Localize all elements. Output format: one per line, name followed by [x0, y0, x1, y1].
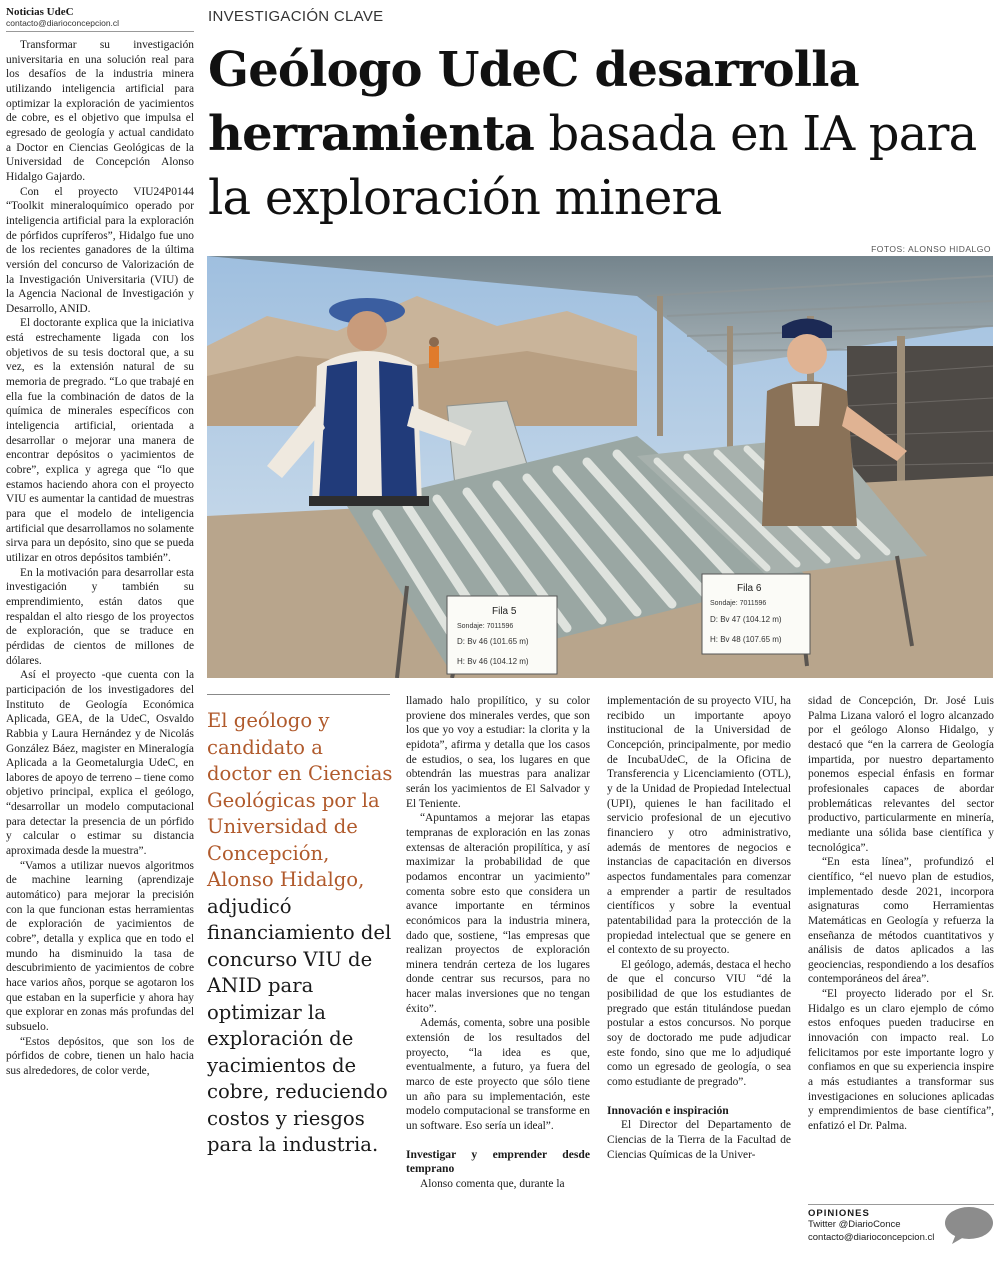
sign-left-line1: Sondaje: 7011596 [457, 623, 514, 630]
paragraph: En la motivación para desarrollar esta investigación y también su emprendimiento, están datos que respaldan el alto riesgo de los proyectos de exploración, que se traduce en pérdidas de cientos de millones de dólares. [6, 566, 194, 667]
paragraph: “En esta línea”, profundizó el científico, “el nuevo plan de estudios, implementado desde 2021, incorpora asignaturas como Herramientas Matemáticas en Geología y refuerza la enseñanza de métodos cuantitativos y análisis de datos aplicados a las geociencias, respondiendo a los desafíos contemporáneos del área”. [808, 856, 994, 986]
pullquote-accent: El geólogo y candidato a doctor en Ciencias Geológicas por la Universidad de Concepción, Alonso Hidalgo, [207, 709, 393, 891]
sign-left-line2: D: Bv 46 (101.65 m) [457, 637, 529, 646]
article-column-2 [406, 694, 590, 1254]
sign-right-line1: Sondaje: 7011596 [710, 600, 767, 607]
headline [208, 38, 998, 230]
sign-fila-5 [447, 596, 557, 674]
pullquote-rule [207, 694, 390, 695]
paragraph: “El proyecto liderado por el Sr. Hidalgo es un claro ejemplo de cómo estos enfoques pueden traducirse en innovación con impacto real. Lo felicitamos por este importante logro y confiamos en que su experiencia inspire a más estudiantes a transformar sus investigaciones en soluciones aplicadas y emprendimientos de base científica”, enfatizó el Dr. Palma. [808, 988, 994, 1133]
paragraph: implementación de su proyecto VIU, ha recibido un importante apoyo institucional de la Universidad de Concepción, principalmente, por medio de IncubaUdeC, de la Oficina de Transferencia y Licenciamiento (OTL), y de la Unidad de Propiedad Intelectual (UPI), quienes le han facilitado el servicio profesional de un ejecutivo financiero y otro administrativo, además de mentores de negocios e instancias de capacitación en diversos aspectos fundamentales para comenzar a emprender a partir de resultados científicos y sobre la eventual patentabilidad para la protección de la propiedad intelectual que se genere en el contexto de su proyecto. [607, 695, 791, 957]
headline-light: basada en IA para la exploración minera [208, 106, 977, 226]
sign-left-title: Fila 5 [492, 606, 517, 617]
paragraph: sidad de Concepción, Dr. José Luis Palma Lizana valoró el logro alcanzado por el geólogo Alonso Hidalgo, y destacó que “en la carrera de Geología impartida, por nuestro departamento ponemos especial énfasis en formar profesionales capaces de abordar problemáticas relevantes del sector productivo, particularmente en minería, mediante una sólida base científica y tecnológica”. [808, 695, 994, 854]
paragraph: Alonso comenta que, durante la [420, 1177, 565, 1190]
paragraph: El doctorante explica que la iniciativa está estrechamente ligada con los objetivos de su tesis doctoral que, a su vez, es la extensión natural de su memoria de pregrado. “Lo que trabajé en ella fue la combinación de datos de la química de minerales específicos con inteligencia artificial, orientada a desarrollar o mejorar una manera de encontrar depósitos o yacimientos de cobre”, explica y agrega que “lo que estamos haciendo ahora con el proyecto VIU es aumentar la cantidad de muestras para que el modelo de inteligencia artificial que desarrollamos no solamente sirva para un depósito, sino que se pueda utilizar en otros depósitos también”. [6, 317, 194, 564]
sign-left-line3: H: Bv 46 (104.12 m) [457, 657, 529, 666]
paragraph: “Apuntamos a mejorar las etapas tempranas de exploración en las zonas extensas de alteración propilítica, y así maximizar la probabilidad de que podamos encontrar un yacimiento” comenta sobre esto que considera un avance importante en términos económicos para la industria minera, dado que, sostiene, “las empresas que realizan proyectos de exploración minera tendrán certeza de los lugares donde centrar sus recursos, para no hacer malas inversiones que no tengan éxito”. [406, 812, 590, 1015]
pullquote [207, 708, 393, 1159]
photo-credit: FOTOS: ALONSO HIDALGO [871, 244, 991, 254]
section-email[interactable]: contacto@diarioconcepcion.cl [6, 18, 120, 28]
article-column-4 [808, 694, 994, 1202]
section-name: Noticias UdeC [6, 6, 74, 18]
subheading-innovacion: Innovación e inspiración [607, 1103, 729, 1117]
core-shed-illustration [207, 256, 993, 678]
paragraph: Así el proyecto -que cuenta con la participación de los investigadores del Instituto de Geología Económica Aplicada, GEA, de la UdeC, Osvaldo Rabbia y Laura Hernández y de Nicolás González Báez, magister en Mineralogía Aplicada a la Geometalurgia UdeC, en labores de apoyo de terreno – tiene como objetivo principal, explica el geólogo, “desarrollar un modelo computacional para detectar la presencia de un pórfido y calcular o estimar su distancia aproximada desde la muestra”. [6, 669, 194, 858]
sign-right-line3: H: Bv 48 (107.65 m) [710, 635, 782, 644]
paragraph: El geólogo, además, destaca el hecho de que el concurso VIU “dé la posibilidad de que los estudiantes de pregrado que están titulándose puedan postular a estos concursos. No porque soy de doctorado me pude adjudicar este fondo, sino que me lo adjudiqué como un egresado de geología, o sea como estudiante de pregrado”. [607, 958, 791, 1089]
speech-bubble-icon [944, 1206, 994, 1244]
paragraph: El Director del Departamento de Ciencias de la Tierra de la Facultad de Ciencias Químicas de la Univer- [607, 1119, 791, 1161]
sign-fila-6 [702, 574, 810, 654]
section-masthead [6, 6, 194, 32]
paragraph: “Vamos a utilizar nuevos algoritmos de machine learning (aprendizaje automático) para mejorar la precisión con la que funcionan estas herramientas de exploración de yacimientos de cobre”, detalla y explica que en todo el mundo ha disminuido la tasa de descubrimiento de yacimientos de cobre hace varios años, porque se agotaron los que estaban en la superficie y ahora hay que explorar en zonas más profundas del subsuelo. [6, 859, 194, 1033]
article-photo [207, 256, 993, 678]
kicker: INVESTIGACIÓN CLAVE [208, 8, 384, 25]
paragraph: Con el proyecto VIU24P0144 “Toolkit mineraloquímico operado por inteligencia artificial para la exploración de pórfidos cupríferos”, Hidalgo fue uno de los recientes ganadores de la última versión del concurso de Valorización de la Investigación Universitaria (VIU) de la Agencia Nacional de Investigación y Desarrollo, ANID. [6, 185, 194, 315]
opiniones-email[interactable]: contacto@diarioconcepcion.cl [808, 1231, 935, 1243]
article-column-3 [607, 694, 791, 1242]
sign-right-line2: D: Bv 47 (104.12 m) [710, 615, 782, 624]
headline-bold: Geólogo UdeC desarrolla herramienta [208, 42, 859, 162]
paragraph: Además, comenta, sobre una posible extensión de los resultados del proyecto, “la idea es que, eventualmente, a futuro, ya fuera del marco de este proyecto que sólo tiene un año para su implementación, este modelo computacional se transforme en un software. Eso sería un ideal”. [406, 1017, 590, 1133]
subheading-investigar: Investigar y emprender desde temprano [406, 1147, 590, 1176]
paragraph: “Estos depósitos, que son los de pórfidos de cobre, tienen un halo hacia sus alrededores, de color verde, [6, 1035, 194, 1077]
article-column-1 [6, 38, 194, 1243]
paragraph: Transformar su investigación universitaria en una solución real para los desafíos de la industria minera utilizando inteligencia artificial para optimizar la exploración de yacimientos de cobre, es el objetivo que impulsa el egresado de geología y actual candidato a Doctor en Ciencias Geológicas de la Universidad de Concepción Alonso Hidalgo Gajardo. [6, 39, 194, 183]
sign-right-title: Fila 6 [737, 583, 762, 594]
opiniones-heading: OPINIONES [808, 1208, 870, 1219]
opiniones-twitter[interactable]: Twitter @DiarioConce [808, 1219, 901, 1230]
pullquote-rest: adjudicó financiamiento del concurso VIU de ANID para optimizar la exploración de yacimientos de cobre, reduciendo costos y riesgos para la industria. [207, 894, 392, 1156]
paragraph: llamado halo propilítico, y su color proviene dos minerales verdes, que son los que yo voy a estudiar: la clorita y la epidota”, afirma y detalla que los casos de estudios, o sea, los lugares en que obtendrán las muestras para analizar serán los yacimientos de El Salvador y El Teniente. [406, 695, 590, 810]
